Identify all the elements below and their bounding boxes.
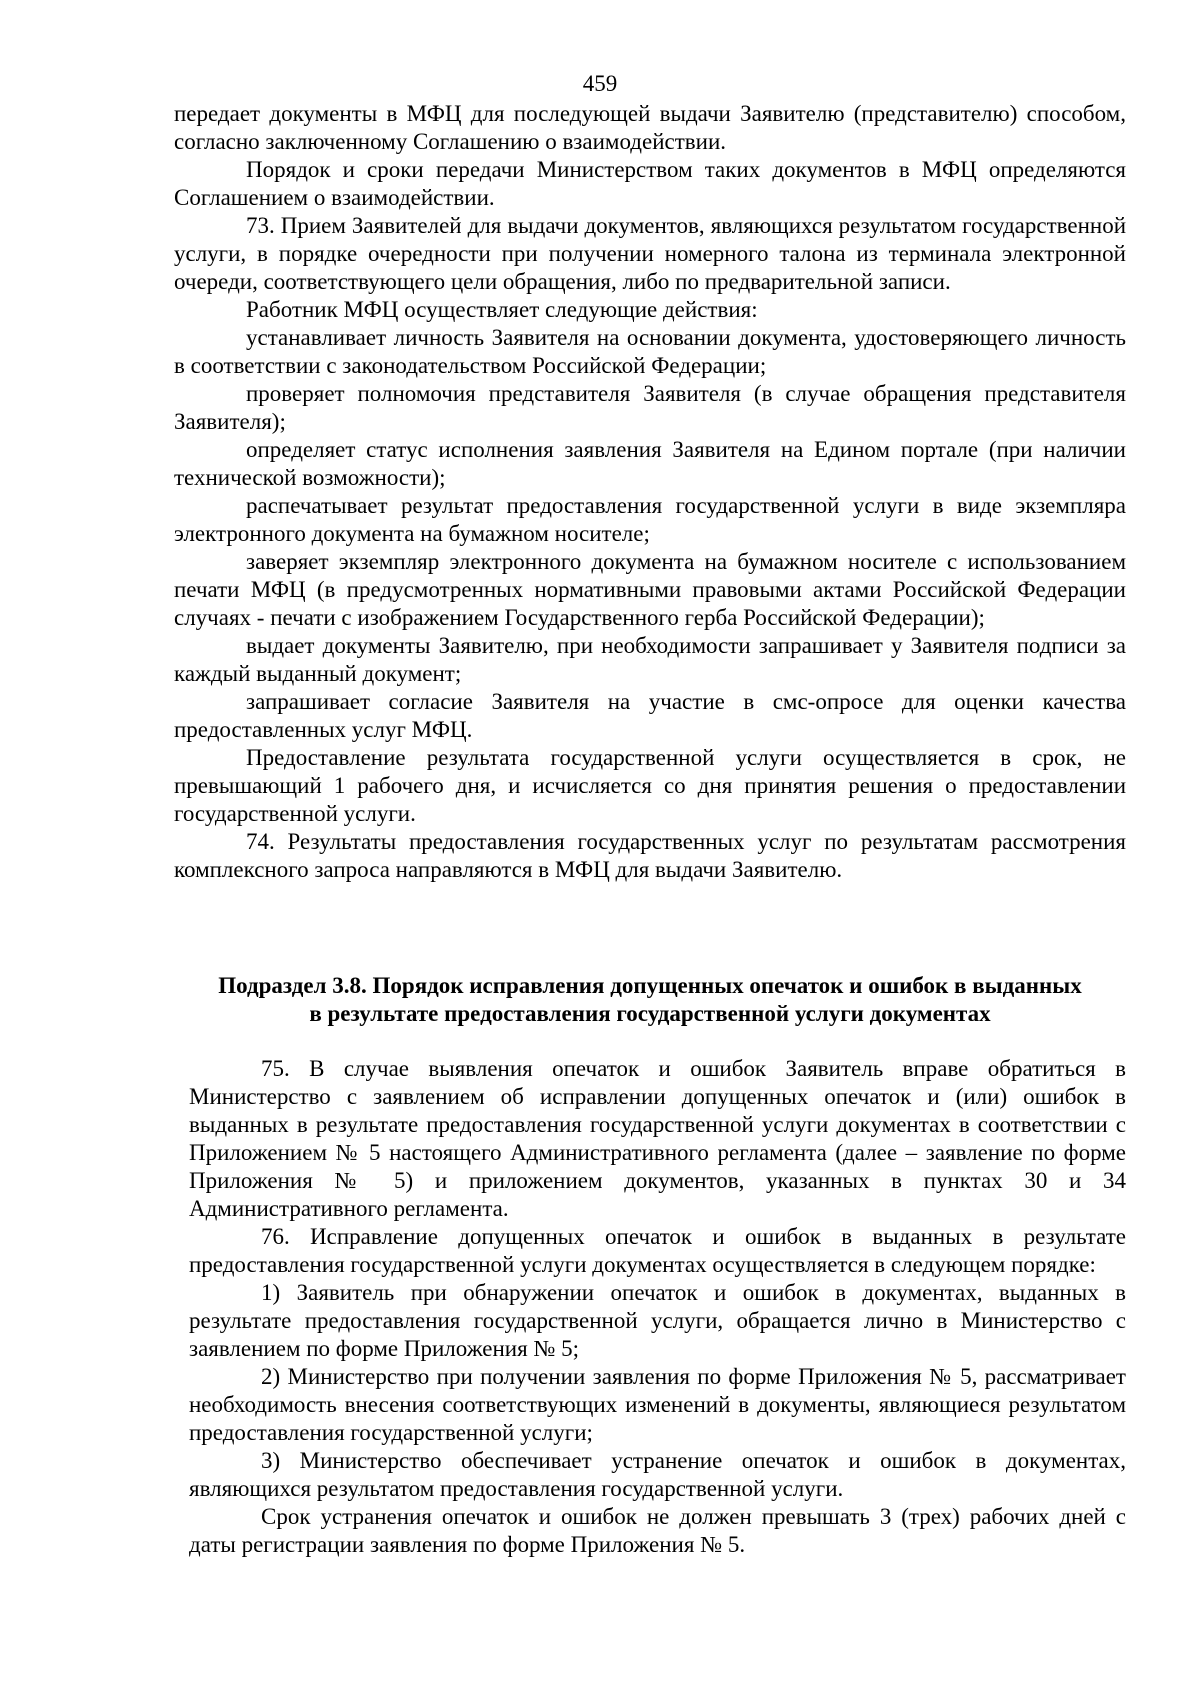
paragraph-item-75: 75. В случае выявления опечаток и ошибок Заявитель вправе обратиться в Министерство с заявлением об исправлении допущенных опечаток и (или) ошибок в выданных в результате предоставления государственной услуги документах в соответствии с Приложением № 5 настоящего Административного регламента (далее – заявление по форме Приложения № 5) и приложением документов, указанных в пунктах 30 и 34 Административного регламента. <box>189 1056 1126 1221</box>
paragraph-item-76: 76. Исправление допущенных опечаток и ошибок в выданных в результате предоставления государственной услуги документах осуществляется в следующем порядке: <box>189 1224 1126 1277</box>
subsection-heading <box>174 972 1126 1028</box>
list-item: определяет статус исполнения заявления Заявителя на Едином портале (при наличии технической возможности); <box>174 437 1126 490</box>
subsection-heading-line-2: в результате предоставления государственной услуги документах <box>309 1001 991 1026</box>
list-item: распечатывает результат предоставления государственной услуги в виде экземпляра электронного документа на бумажном носителе; <box>174 493 1126 546</box>
paragraph-item-73: 73. Прием Заявителей для выдачи документов, являющихся результатом государственной услуги, в порядке очередности при получении номерного талона из терминала электронной очереди, соответствующего цели обращения, либо по предварительной записи. <box>174 213 1126 294</box>
list-item: устанавливает личность Заявителя на основании документа, удостоверяющего личность в соответствии с законодательством Российской Федерации; <box>174 325 1126 378</box>
paragraph: Порядок и сроки передачи Министерством таких документов в МФЦ определяются Соглашением о взаимодействии. <box>174 157 1126 210</box>
list-item: заверяет экземпляр электронного документа на бумажном носителе с использованием печати МФЦ (в предусмотренных нормативными правовыми актами Российской Федерации случаях - печати с изображением Государственного герба Российской Федерации); <box>174 549 1126 630</box>
list-item: запрашивает согласие Заявителя на участие в смс-опросе для оценки качества предоставленных услуг МФЦ. <box>174 689 1126 742</box>
list-item: выдает документы Заявителю, при необходимости запрашивает у Заявителя подписи за каждый выданный документ; <box>174 633 1126 686</box>
paragraph: Срок устранения опечаток и ошибок не должен превышать 3 (трех) рабочих дней с даты регистрации заявления по форме Приложения № 5. <box>189 1504 1126 1557</box>
list-item: проверяет полномочия представителя Заявителя (в случае обращения представителя Заявителя); <box>174 381 1126 434</box>
page-number: 459 <box>582 71 618 96</box>
paragraph-continuation: передает документы в МФЦ для последующей выдачи Заявителю (представителю) способом, согласно заключенному Соглашению о взаимодействии. <box>174 101 1126 154</box>
document-body-part-b <box>189 1055 1126 1559</box>
paragraph: Предоставление результата государственной услуги осуществляется в срок, не превышающий 1 рабочего дня, и исчисляется со дня принятия решения о предоставлении государственной услуги. <box>174 745 1126 826</box>
list-item: 3) Министерство обеспечивает устранение опечаток и ошибок в документах, являющихся результатом предоставления государственной услуги. <box>189 1448 1126 1501</box>
list-item: 1) Заявитель при обнаружении опечаток и ошибок в документах, выданных в результате предоставления государственной услуги, обращается лично в Министерство с заявлением по форме Приложения № 5; <box>189 1280 1126 1361</box>
subsection-heading-line-1: Подраздел 3.8. Порядок исправления допущенных опечаток и ошибок в выданных <box>218 973 1082 998</box>
paragraph-item-74: 74. Результаты предоставления государственных услуг по результатам рассмотрения комплексного запроса направляются в МФЦ для выдачи Заявителю. <box>174 829 1126 882</box>
document-body-part-a <box>174 100 1126 884</box>
paragraph: Работник МФЦ осуществляет следующие действия: <box>246 297 758 322</box>
list-item: 2) Министерство при получении заявления по форме Приложения № 5, рассматривает необходимость внесения соответствующих изменений в документы, являющиеся результатом предоставления государственной услуги; <box>189 1364 1126 1445</box>
